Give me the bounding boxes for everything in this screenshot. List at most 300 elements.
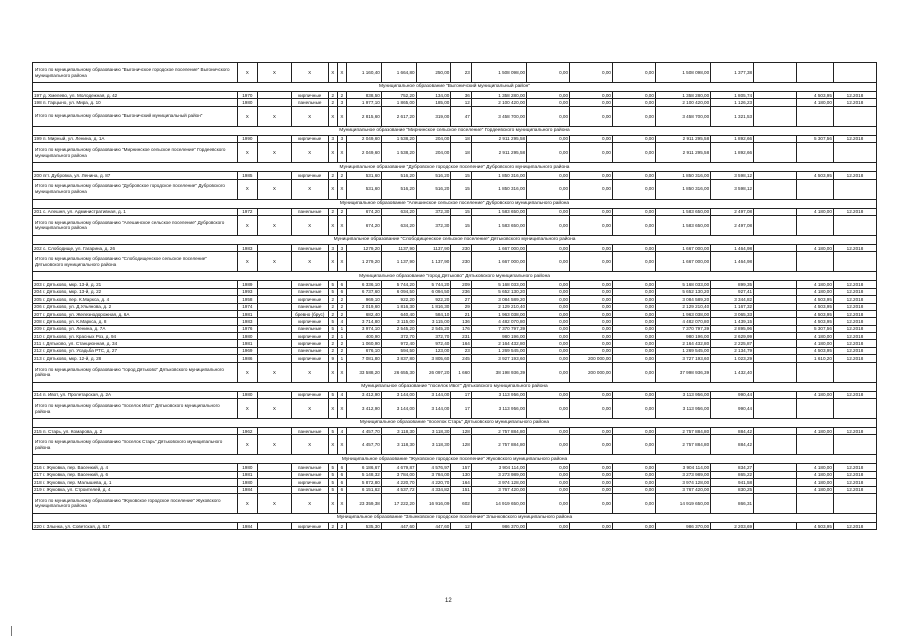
cell-c2: X — [237, 252, 257, 272]
cell-f7: 12.2018 — [833, 428, 876, 435]
cell-spacer — [754, 92, 797, 99]
cell-spacer — [754, 310, 797, 317]
cell-f4: 1 508 098,00 — [655, 63, 710, 83]
cell-c3 — [258, 391, 292, 398]
cell-area2: 1 865,00 — [381, 99, 416, 106]
cell-f3: 0,00 — [612, 399, 655, 419]
cell-c5: 5 — [328, 318, 337, 325]
cell-f7 — [833, 179, 876, 199]
cell-f7: 12.2018 — [833, 288, 876, 295]
section-header-row — [33, 272, 877, 281]
cell-area3: 204,00 — [416, 135, 451, 142]
cell-f7: 12.2018 — [833, 391, 876, 398]
cell-cost: 5 168 033,00 — [471, 281, 526, 288]
cell-f1: 0,00 — [527, 340, 570, 347]
cell-f7: 12.2018 — [833, 333, 876, 340]
cell-people: 47 — [451, 106, 471, 126]
cell-c6: 2 — [337, 172, 346, 179]
cell-f3: 0,00 — [612, 252, 655, 272]
cell-f2: 0,00 — [570, 179, 613, 199]
cell-f2: 0,00 — [570, 471, 613, 478]
cell-spacer — [754, 208, 797, 215]
cell-f4: 1 667 000,00 — [655, 252, 710, 272]
cell-c2: 1980 — [237, 479, 257, 486]
cell-spacer — [754, 318, 797, 325]
cell-c4: панельные — [291, 464, 328, 471]
cell-c6: X — [337, 252, 346, 272]
cell-f2: 0,00 — [570, 99, 613, 106]
cell-area2: 2 545,20 — [381, 325, 416, 332]
address-cell: 200 пгт. Дубровка, ул. Ленина, д. 87 — [33, 172, 238, 179]
cell-area: 969,10 — [347, 296, 382, 303]
cell-c3: X — [258, 399, 292, 419]
cell-area2: 634,20 — [381, 215, 416, 235]
cell-area2: 594,50 — [381, 347, 416, 354]
cell-c3 — [258, 92, 292, 99]
address-cell: 212 г. Дятьково, ул. Усадьба РТС, д. 27 — [33, 347, 238, 354]
cell-area2: 5 744,20 — [381, 281, 416, 288]
cell-f7: 12.2018 — [833, 522, 876, 529]
cell-people: 27 — [451, 296, 471, 303]
cell-f3: 0,00 — [612, 208, 655, 215]
cell-spacer — [754, 135, 797, 142]
cell-f6 — [797, 215, 834, 235]
cell-f3: 0,00 — [612, 143, 655, 163]
cell-area: 682,40 — [347, 310, 382, 317]
cell-c3 — [258, 281, 292, 288]
cell-c3 — [258, 135, 292, 142]
cell-c5: 2 — [328, 347, 337, 354]
cell-area: 535,30 — [347, 522, 382, 529]
cell-f2: 0,00 — [570, 63, 613, 83]
cell-f5: 1 321,53 — [711, 106, 754, 126]
cell-cost: 2 757 884,80 — [471, 428, 526, 435]
cell-c5: 5 — [328, 391, 337, 398]
cell-f5: 1 023,29 — [711, 355, 754, 362]
cell-f5: 3 344,82 — [711, 296, 754, 303]
cell-c2: X — [237, 399, 257, 419]
cell-spacer — [754, 106, 797, 126]
cell-area3: 5 744,20 — [416, 281, 451, 288]
subtotal-label: Итого по муниципальному образованию "Жуковское городское поселение" Жуковского муниципального района — [33, 493, 238, 513]
cell-area3: 584,10 — [416, 310, 451, 317]
cell-area: 838,50 — [347, 92, 382, 99]
cell-cost: 5 652 130,20 — [471, 288, 526, 295]
cell-f7: 12.2018 — [833, 172, 876, 179]
cell-area3: 372,70 — [416, 333, 451, 340]
cell-f4: 2 164 432,80 — [655, 340, 710, 347]
cell-f1: 0,00 — [527, 522, 570, 529]
cell-spacer — [754, 479, 797, 486]
cell-people: 21 — [451, 310, 471, 317]
cell-f5: 1 464,98 — [711, 244, 754, 251]
cell-f4: 3 974 128,00 — [655, 479, 710, 486]
cell-f6: 4 180,00 — [797, 281, 834, 288]
cell-c5: 9 — [328, 355, 337, 362]
cell-f1: 0,00 — [527, 479, 570, 486]
section-title: Муниципальное образование "поселок Ивот" Дятьковского муниципального района — [33, 382, 877, 391]
cell-f5: 941,58 — [711, 479, 754, 486]
cell-c4: X — [291, 493, 328, 513]
cell-f6 — [797, 63, 834, 83]
cell-f2: 0,00 — [570, 296, 613, 303]
cell-f4: 1 850 316,00 — [655, 179, 710, 199]
cell-f5: 3 598,12 — [711, 172, 754, 179]
table-row — [33, 99, 877, 106]
cell-f1: 0,00 — [527, 281, 570, 288]
cell-area3: 4 334,82 — [416, 486, 451, 493]
cell-f3: 0,00 — [612, 428, 655, 435]
cell-f2: 0,00 — [570, 288, 613, 295]
cell-f6: 4 180,00 — [797, 471, 834, 478]
cell-f1: 0,00 — [527, 399, 570, 419]
cell-c5: X — [328, 252, 337, 272]
subtotal-label: Итого по муниципальному образованию "Выгоничское городское поселение" Выгоничского муниципального района — [33, 63, 238, 83]
cell-area2: 3 118,30 — [381, 435, 416, 455]
cell-f4: 3 273 989,00 — [655, 471, 710, 478]
cell-c6: 1 — [337, 333, 346, 340]
address-cell: 217 г. Жуковка, пер. Васенкий, д. 6 — [33, 471, 238, 478]
cell-c5: X — [328, 143, 337, 163]
cell-area2: 1 664,80 — [381, 63, 416, 83]
cell-spacer — [754, 362, 797, 382]
subtotal-row — [33, 252, 877, 272]
cell-c2: 1983 — [237, 244, 257, 251]
cell-people: 128 — [451, 435, 471, 455]
cell-area2: 372,70 — [381, 333, 416, 340]
cell-c5: X — [328, 215, 337, 235]
cell-c5: 2 — [328, 172, 337, 179]
cell-f7: 12.2018 — [833, 486, 876, 493]
cell-people: 36 — [451, 92, 471, 99]
cell-area: 1 977,10 — [347, 99, 382, 106]
cell-f2: 0,00 — [570, 303, 613, 310]
cell-f3: 0,00 — [612, 325, 655, 332]
cell-area3: 6 094,50 — [416, 288, 451, 295]
cell-f7: 12.2018 — [833, 310, 876, 317]
cell-f2: 0,00 — [570, 428, 613, 435]
cell-f6 — [797, 106, 834, 126]
cell-c5: 2 — [328, 333, 337, 340]
cell-cost: 3 974 128,00 — [471, 479, 526, 486]
cell-f4: 1 583 650,00 — [655, 208, 710, 215]
cell-f5: 990,44 — [711, 391, 754, 398]
cell-f2: 200 000,00 — [570, 362, 613, 382]
subtotal-row — [33, 215, 877, 235]
cell-f3: 0,00 — [612, 391, 655, 398]
cell-spacer — [754, 399, 797, 419]
cell-area3: 3 784,00 — [416, 471, 451, 478]
cell-area2: 922,20 — [381, 296, 416, 303]
table-row — [33, 208, 877, 215]
cell-f6: 4 180,00 — [797, 99, 834, 106]
cell-area: 5 148,32 — [347, 471, 382, 478]
cell-people: 12 — [451, 99, 471, 106]
cell-cost: 14 919 650,00 — [471, 493, 526, 513]
cell-f3: 0,00 — [612, 318, 655, 325]
cell-cost: 3 273 989,00 — [471, 471, 526, 478]
cell-f7: 12.2018 — [833, 471, 876, 478]
cell-f1: 0,00 — [527, 486, 570, 493]
cell-c3: X — [258, 215, 292, 235]
address-cell: 207 г. Дятьково, ул. Железнодорожная, д. 6А — [33, 310, 238, 317]
cell-f5: 3 598,12 — [711, 179, 754, 199]
cell-f1: 0,00 — [527, 296, 570, 303]
cell-c5: 2 — [328, 522, 337, 529]
cell-c4: кирпичные — [291, 522, 328, 529]
cell-c5: 2 — [328, 303, 337, 310]
cell-c4: X — [291, 399, 328, 419]
cell-area2: 3 115,00 — [381, 318, 416, 325]
cell-f2: 0,00 — [570, 486, 613, 493]
cell-f7: 12.2018 — [833, 99, 876, 106]
cell-f4: 1 358 280,00 — [655, 92, 710, 99]
cell-f4: 3 113 956,00 — [655, 399, 710, 419]
cell-f2: 0,00 — [570, 391, 613, 398]
cell-f6: 4 503,95 — [797, 522, 834, 529]
cell-area3: 447,60 — [416, 522, 451, 529]
cell-c2: X — [237, 215, 257, 235]
cell-c4: кирпичные — [291, 340, 328, 347]
cell-people: 23 — [451, 63, 471, 83]
cell-people: 17 — [451, 391, 471, 398]
cell-c3 — [258, 355, 292, 362]
address-cell: 201 с. Алешня, ул. Административная, д. 1 — [33, 208, 238, 215]
cell-area2: 2 617,20 — [381, 106, 416, 126]
cell-f4: 5 652 130,20 — [655, 288, 710, 295]
cell-area: 1 279,20 — [347, 252, 382, 272]
cell-f6: 5 307,56 — [797, 135, 834, 142]
cell-cost: 2 164 432,80 — [471, 340, 526, 347]
cell-area: 6 336,10 — [347, 281, 382, 288]
cell-cost: 1 850 316,00 — [471, 172, 526, 179]
cell-area3: 1 816,30 — [416, 303, 451, 310]
cell-area: 3 412,90 — [347, 399, 382, 419]
cell-c6: 6 — [337, 471, 346, 478]
cell-c2: X — [237, 435, 257, 455]
cell-area2: 516,20 — [381, 172, 416, 179]
cell-cost: 3 113 956,00 — [471, 399, 526, 419]
table-row — [33, 391, 877, 398]
cell-area: 1279,20 — [347, 244, 382, 251]
subtotal-label: Итого по муниципальному образованию "поселок Старь" Дятьковского муниципального района — [33, 435, 238, 455]
cell-f2: 200 000,00 — [570, 355, 613, 362]
cell-people: 230 — [451, 244, 471, 251]
cell-c5: 5 — [328, 464, 337, 471]
cell-f2: 0,00 — [570, 135, 613, 142]
cell-f3: 0,00 — [612, 435, 655, 455]
cell-people: 15 — [451, 172, 471, 179]
cell-c6: 1 — [337, 325, 346, 332]
section-title: Муниципальное образование "город Дятьково" Дятьковского муниципального района — [33, 272, 877, 281]
cell-f5: 899,35 — [711, 281, 754, 288]
cell-c6: 4 — [337, 318, 346, 325]
cell-area2: 634,20 — [381, 208, 416, 215]
subtotal-row — [33, 493, 877, 513]
cell-area2: 1 137,90 — [381, 252, 416, 272]
cell-f7 — [833, 493, 876, 513]
cell-f7 — [833, 106, 876, 126]
cell-c6: X — [337, 143, 346, 163]
cell-f6: 4 503,95 — [797, 318, 834, 325]
cell-cost: 2 911 295,58 — [471, 143, 526, 163]
subtotal-row — [33, 106, 877, 126]
cell-f2: 0,00 — [570, 399, 613, 419]
cell-f4: 1 583 650,00 — [655, 215, 710, 235]
cell-f1: 0,00 — [527, 310, 570, 317]
cell-c3 — [258, 479, 292, 486]
cell-f7: 12.2018 — [833, 340, 876, 347]
cell-spacer — [754, 288, 797, 295]
cell-cost: 1 667 000,00 — [471, 252, 526, 272]
cell-f4: 986 370,00 — [655, 522, 710, 529]
cell-f2: 0,00 — [570, 143, 613, 163]
cell-f3: 0,00 — [612, 281, 655, 288]
cell-c4: панельные — [291, 288, 328, 295]
cell-f6 — [797, 143, 834, 163]
cell-cost: 1 269 545,00 — [471, 347, 526, 354]
cell-f5: 990,44 — [711, 399, 754, 419]
subtotal-row — [33, 435, 877, 455]
table-body — [33, 63, 877, 530]
cell-c2: 1990 — [237, 135, 257, 142]
cell-f2: 0,00 — [570, 172, 613, 179]
cell-f4: 4 482 070,80 — [655, 318, 710, 325]
cell-area2: 26 655,30 — [381, 362, 416, 382]
address-cell: 209 г. Дятьково, ул. Ленина, д. 7А — [33, 325, 238, 332]
cell-area3: 204,00 — [416, 143, 451, 163]
cell-area2: 4 537,72 — [381, 486, 416, 493]
section-header-row — [33, 126, 877, 135]
cell-c6: 6 — [337, 486, 346, 493]
cell-f5: 927,41 — [711, 288, 754, 295]
address-cell: 214 п. Ивот, ул. Пролетарская, д. 2А — [33, 391, 238, 398]
cell-c2: 1976 — [237, 325, 257, 332]
cell-f1: 0,00 — [527, 135, 570, 142]
cell-people: 15 — [451, 215, 471, 235]
table-row — [33, 340, 877, 347]
cell-area2: 447,60 — [381, 522, 416, 529]
cell-c6: 2 — [337, 310, 346, 317]
cell-f3: 0,00 — [612, 172, 655, 179]
cell-c3: X — [258, 106, 292, 126]
cell-f7: 12.2018 — [833, 92, 876, 99]
cell-f4: 3 767 420,00 — [655, 486, 710, 493]
cell-c4: кирпичные — [291, 318, 328, 325]
address-cell: 220 г. Злынка, ул. Советская, д. 51Г — [33, 522, 238, 529]
cell-f2: 0,00 — [570, 281, 613, 288]
cell-f6: 4 503,95 — [797, 347, 834, 354]
cell-c6: 4 — [337, 391, 346, 398]
cell-f4: 2 757 884,80 — [655, 428, 710, 435]
cell-f2: 0,00 — [570, 325, 613, 332]
cell-area3: 185,00 — [416, 99, 451, 106]
address-cell: 213 г. Дятьково, мкр. 12-й, д. 28 — [33, 355, 238, 362]
cell-c3 — [258, 464, 292, 471]
cell-f4: 3 458 700,00 — [655, 106, 710, 126]
section-header-row — [33, 455, 877, 464]
cell-people: 128 — [451, 428, 471, 435]
cell-f7: 12.2018 — [833, 303, 876, 310]
cell-c2: 1981 — [237, 340, 257, 347]
cell-c5: 2 — [328, 208, 337, 215]
cell-f6 — [797, 435, 834, 455]
cell-f5: 1 892,66 — [711, 135, 754, 142]
cell-c3 — [258, 486, 292, 493]
cell-area2: 4 220,70 — [381, 479, 416, 486]
table-row — [33, 464, 877, 471]
cell-f3: 0,00 — [612, 493, 655, 513]
cell-c2: 1983 — [237, 318, 257, 325]
cell-area: 531,60 — [347, 172, 382, 179]
cell-c5: X — [328, 179, 337, 199]
cell-f6: 4 180,00 — [797, 391, 834, 398]
cell-f1: 0,00 — [527, 464, 570, 471]
table-row — [33, 244, 877, 251]
cell-c2: X — [237, 362, 257, 382]
cell-f3: 0,00 — [612, 479, 655, 486]
cell-area3: 4 576,97 — [416, 464, 451, 471]
cell-f5: 2 497,08 — [711, 215, 754, 235]
cell-f2: 0,00 — [570, 244, 613, 251]
cell-f4: 14 919 650,00 — [655, 493, 710, 513]
cell-cost: 1 667 000,00 — [471, 244, 526, 251]
cell-c5: 5 — [328, 288, 337, 295]
cell-c6: 3 — [337, 135, 346, 142]
cell-f1: 0,00 — [527, 92, 570, 99]
cell-people: 18 — [451, 143, 471, 163]
cell-area: 676,10 — [347, 347, 382, 354]
cell-f5: 1 805,74 — [711, 92, 754, 99]
table-row — [33, 92, 877, 99]
section-header-row — [33, 83, 877, 92]
cell-spacer — [754, 435, 797, 455]
cell-f1: 0,00 — [527, 325, 570, 332]
cell-f4: 37 998 936,39 — [655, 362, 710, 382]
cell-c5: X — [328, 106, 337, 126]
cell-f5: 1 439,15 — [711, 318, 754, 325]
cell-c3: X — [258, 362, 292, 382]
cell-f4: 1 963 038,00 — [655, 310, 710, 317]
cell-f5: 1 892,66 — [711, 143, 754, 163]
cell-c6: 2 — [337, 296, 346, 303]
cell-cost: 3 927 193,60 — [471, 355, 526, 362]
cell-f4: 1 667 000,00 — [655, 244, 710, 251]
cell-cost: 2 100 420,00 — [471, 99, 526, 106]
cell-c3 — [258, 296, 292, 303]
cell-people: 17 — [451, 399, 471, 419]
cell-area3: 516,20 — [416, 179, 451, 199]
cell-cost: 2 911 295,58 — [471, 135, 526, 142]
cell-area: 6 151,62 — [347, 486, 382, 493]
address-cell: 211 г. Дятьково, ул. Станционная, д. 34 — [33, 340, 238, 347]
cell-f7: 12.2018 — [833, 281, 876, 288]
cell-c5: 5 — [328, 486, 337, 493]
cell-f2: 0,00 — [570, 333, 613, 340]
cell-area2: 640,40 — [381, 310, 416, 317]
cell-f3: 0,00 — [612, 464, 655, 471]
cell-f4: 3 904 114,00 — [655, 464, 710, 471]
cell-c3 — [258, 99, 292, 106]
table-row — [33, 355, 877, 362]
section-title: Муниципальное образование "Алешинское сельское поселение" Дубровского муниципального района — [33, 199, 877, 208]
cell-area: 3 412,90 — [347, 391, 382, 398]
cell-c3 — [258, 208, 292, 215]
cell-cost: 1 850 316,00 — [471, 179, 526, 199]
address-cell: 216 г. Жуковка, пер. Васенкий, д. 4 — [33, 464, 238, 471]
cell-f6: 1 610,20 — [797, 355, 834, 362]
cell-f2: 0,00 — [570, 252, 613, 272]
